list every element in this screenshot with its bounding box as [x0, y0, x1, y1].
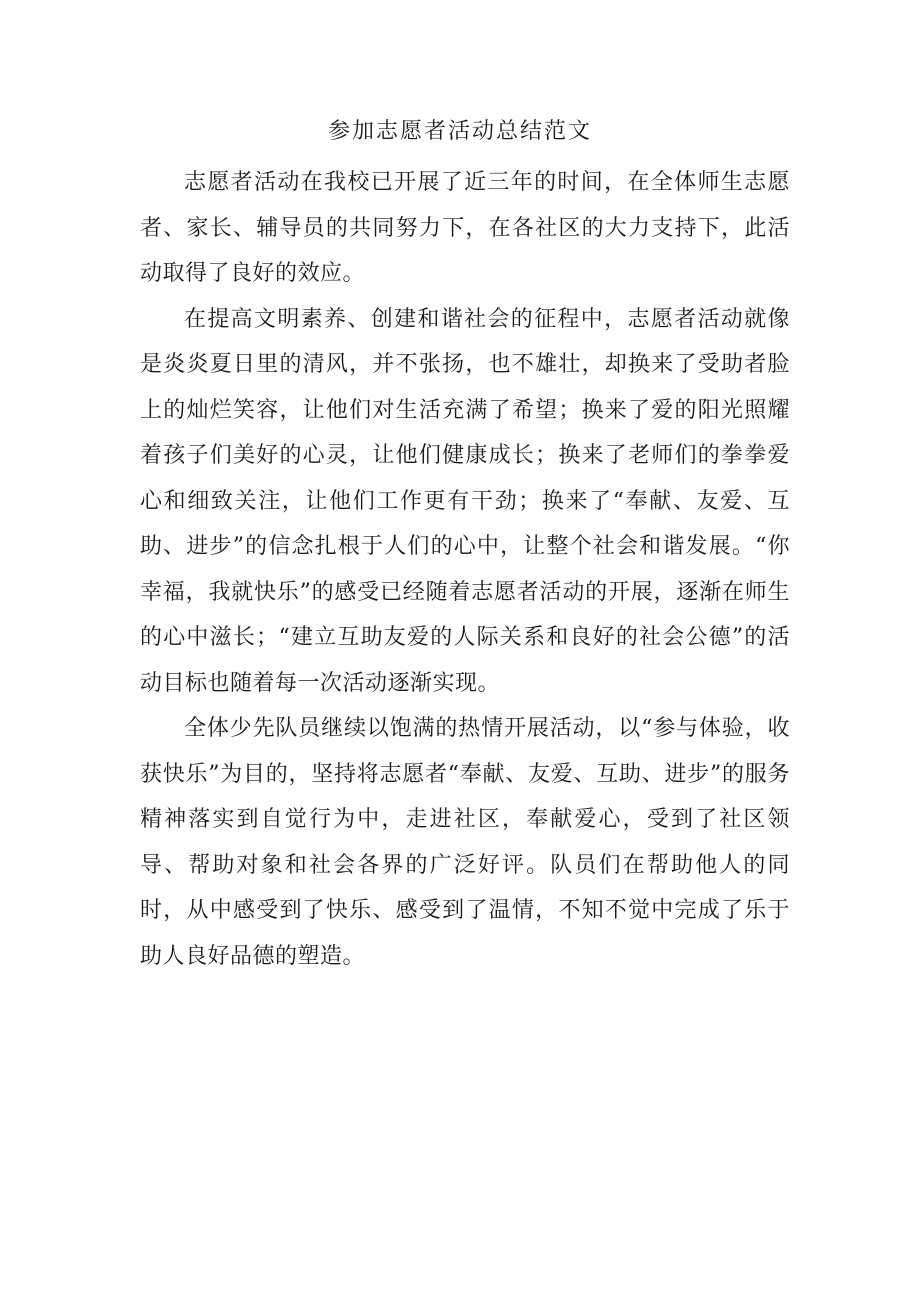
- paragraph-2: 在提高文明素养、创建和谐社会的征程中，志愿者活动就像是炎炎夏日里的清风，并不张扬，也不雄壮，却换来了受助者脸上的灿烂笑容，让他们对生活充满了希望；换来了爱的阳光照耀着孩子们美好的心灵，让他们健康成长；换来了老师们的拳拳爱心和细致关注，让他们工作更有干劲；换来了“奉献、友爱、互助、进步”的信念扎根于人们的心中，让整个社会和谐发展。“你幸福，我就快乐”的感受已经随着志愿者活动的开展，逐渐在师生的心中滋长；“建立互助友爱的人际关系和良好的社会公德”的活动目标也随着每一次活动逐渐实现。: [140, 306, 790, 696]
- paragraph-1: 志愿者活动在我校已开展了近三年的时间，在全体师生志愿者、家长、辅导员的共同努力下，在各社区的大力支持下，此活动取得了良好的效应。: [140, 170, 790, 286]
- paragraph-3: 全体少先队员继续以饱满的热情开展活动，以“参与体验，收获快乐”为目的，坚持将志愿者“奉献、友爱、互助、进步”的服务精神落实到自觉行为中，走进社区，奉献爱心，受到了社区领导、帮助对象和社会各界的广泛好评。队员们在帮助他人的同时，从中感受到了快乐、感受到了温情，不知不觉中完成了乐于助人良好品德的塑造。: [140, 716, 790, 969]
- document-body: [140, 160, 790, 979]
- document-title: 参加志愿者活动总结范文: [327, 119, 592, 144]
